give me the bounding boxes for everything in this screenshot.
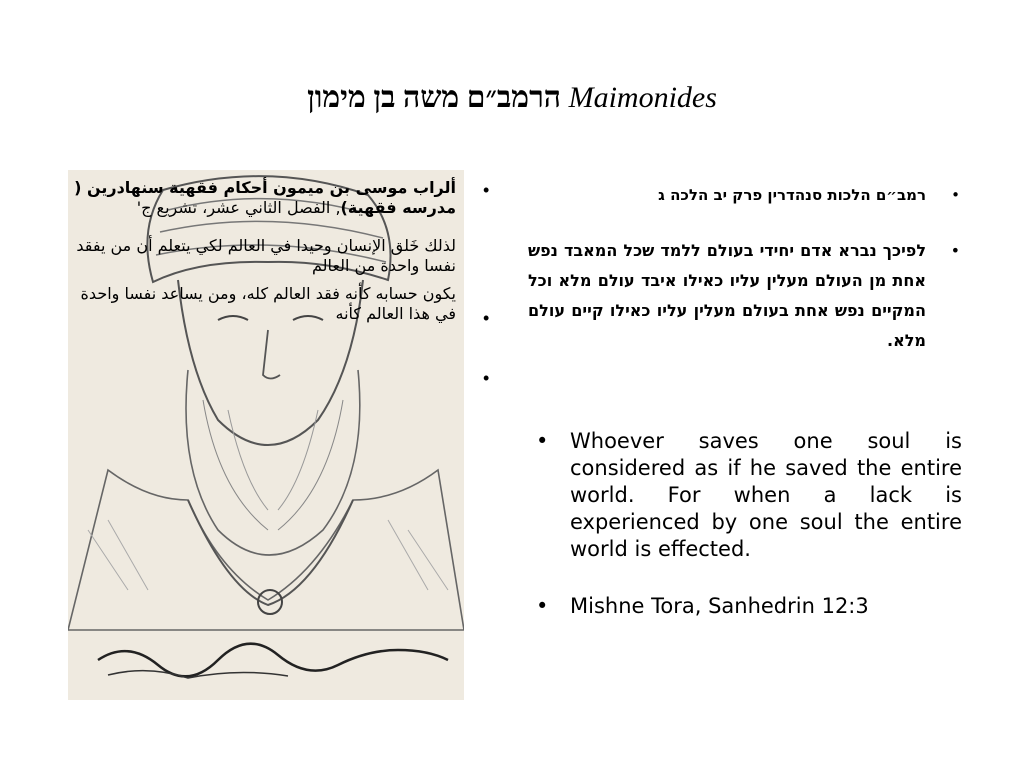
bullet-marker: • [483,308,490,328]
english-quote-text: Whoever saves one soul is considered as if he saved the entire world. For when a lack is experienced by one soul the entire world is effected. [570,429,962,561]
slide-title [0,78,1024,118]
arabic-text [68,178,456,342]
bullet-marker: • [483,368,490,388]
bullet-marker: • [483,180,490,200]
bullet-marker: • [536,429,549,453]
english-text [530,428,962,650]
bullet-marker: • [951,186,960,204]
hebrew-quote-text: לפיכך נברא אדם יחידי בעולם ללמד שכל המאבד נפש אחת מן העולם מעלין עליו כאילו איבד עולם מלא וכל המקיים נפש אחת בעולם מעלין עליו כאילו קיים עולם מלא. [528,241,926,350]
english-source-text: Mishne Tora, Sanhedrin 12:3 [570,594,869,618]
hebrew-bullet-quote [528,236,968,356]
hebrew-source-text: רמב״ם הלכות סנהדרין פרק יב הלכה ג [658,186,926,204]
english-bullet-source [530,593,962,620]
english-bullet-quote [530,428,962,563]
arabic-paragraph-2: يكون حسابه كأنه فقد العالم كله، ومن يساعد نفسا واحدة في هذا العالم كأنه [80,284,456,323]
portrait-image [68,170,464,700]
bullet-marker: • [536,594,549,618]
title-hebrew: הרמב״ם משה בן מימון [307,81,562,114]
arabic-paragraph-1: لذلك خَلق الإنسان وحيدا في العالم لكي يتعلم أن من يفقد نفسا واحدة من العالم [76,236,456,275]
hebrew-bullet-source [528,182,968,208]
arabic-heading [68,178,456,218]
title-english: Maimonides [568,81,717,114]
arabic-heading-bold: ألراب موسى بن ميمون أحكام فقهية سنهادرين ( مدرسه فقهية) [74,178,456,217]
arabic-heading-rest: , الفصل الثاني عشر، تشريع ج' [136,198,341,217]
bullet-marker: • [950,241,960,260]
hebrew-text [528,182,968,384]
